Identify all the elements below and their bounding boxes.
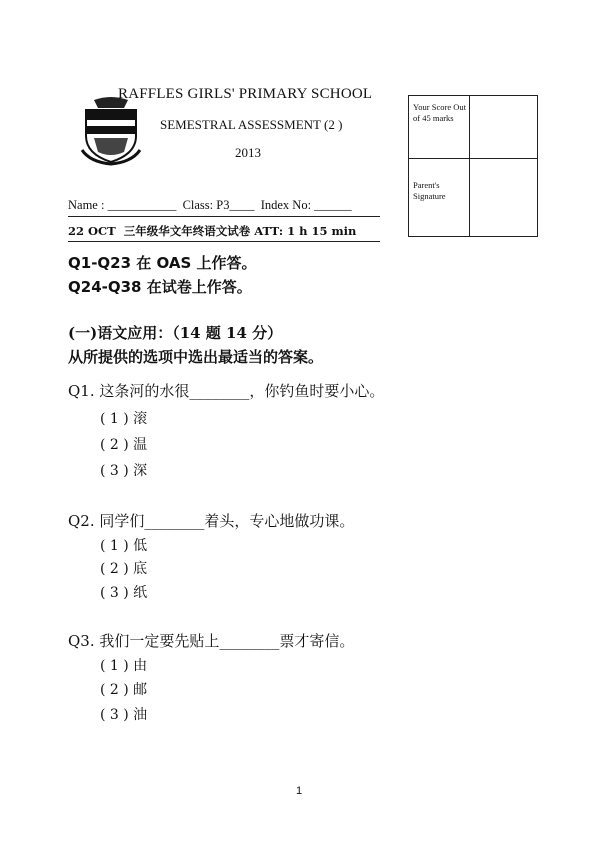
question-3-option-1: ( 1 ) 由 — [100, 658, 148, 674]
page-number: 1 — [296, 785, 303, 797]
question-1-option-2: ( 2 ) 温 — [100, 437, 148, 453]
score-box-divider — [469, 96, 470, 236]
exam-date-line: 22 OCT 三年级华文年终语文试卷 ATT: 1 h 15 min — [68, 224, 357, 238]
answer-note-2: Q24-Q38 在试卷上作答。 — [68, 278, 252, 296]
question-1-option-3: ( 3 ) 深 — [100, 463, 148, 479]
score-label: Your Score Out of 45 marks — [413, 102, 466, 123]
score-box-divider — [409, 158, 537, 159]
question-3-option-3: ( 3 ) 油 — [100, 707, 148, 723]
assessment-year: 2013 — [235, 145, 261, 160]
question-2-option-1: ( 1 ) 低 — [100, 538, 148, 554]
question-1-option-1: ( 1 ) 滚 — [100, 411, 148, 427]
question-2-option-2: ( 2 ) 底 — [100, 561, 148, 577]
answer-note-1: Q1-Q23 在 OAS 上作答。 — [68, 254, 257, 272]
assessment-title: SEMESTRAL ASSESSMENT (2 ) — [160, 117, 343, 132]
question-3-option-2: ( 2 ) 邮 — [100, 682, 148, 698]
signature-label: Parent's Signature — [413, 180, 446, 201]
section-instruction: 从所提供的选项中选出最适当的答案。 — [68, 348, 324, 366]
school-name: RAFFLES GIRLS' PRIMARY SCHOOL — [118, 86, 373, 102]
question-2-option-3: ( 3 ) 纸 — [100, 585, 148, 601]
question-3: Q3. 我们一定要先贴上________票才寄信。 — [68, 632, 355, 650]
divider — [68, 216, 380, 217]
question-2: Q2. 同学们________着头，专心地做功课。 — [68, 512, 355, 530]
score-box — [408, 95, 538, 237]
student-info-line: Name : ___________ Class: P3____ Index No: ______ — [68, 198, 352, 212]
question-1: Q1. 这条河的水很________，你钓鱼时要小心。 — [68, 382, 385, 400]
section-title: (一)语文应用：（14 题 14 分） — [68, 324, 283, 342]
divider — [68, 241, 380, 242]
school-crest-icon — [80, 96, 142, 166]
